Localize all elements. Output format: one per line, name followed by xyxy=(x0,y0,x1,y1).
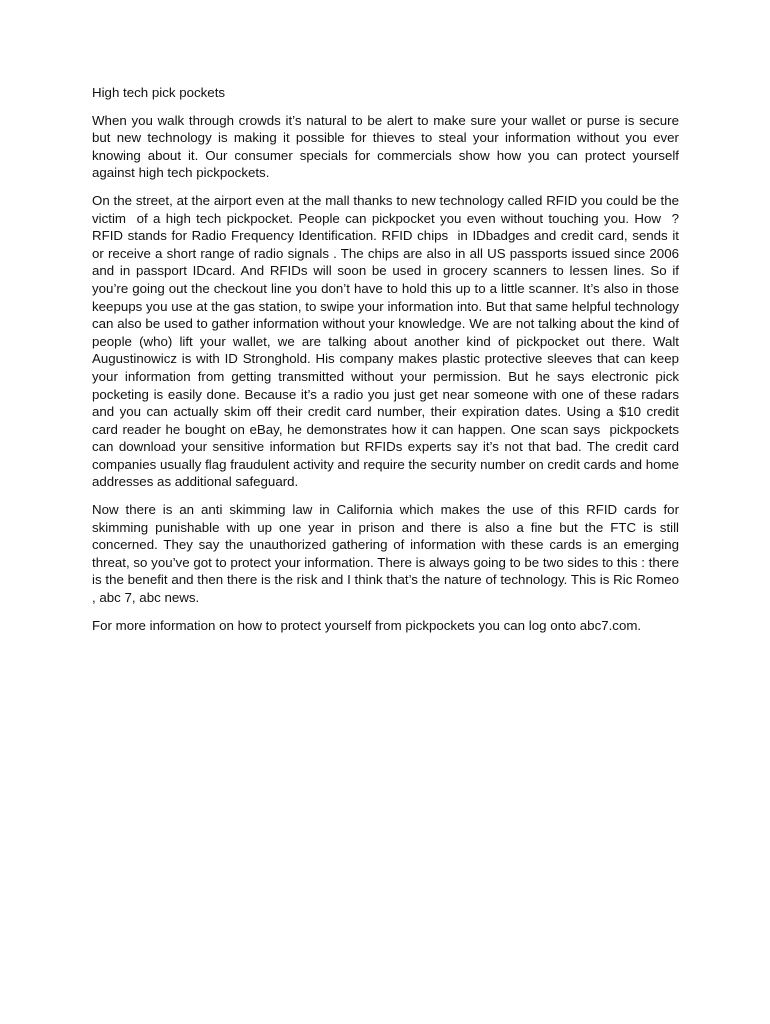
document-title: High tech pick pockets xyxy=(92,85,226,100)
paragraph-intro: When you walk through crowds it’s natural to be alert to make sure your wallet or purse is secure but new technology is making it possible for thieves to steal your information without you ever knowing about it. Our consumer specials for commercials show how you can protect yourself against high tech pickpockets. xyxy=(92,112,683,181)
paragraph-skimming-law: Now there is an anti skimming law in California which makes the use of this RFID cards for skimming punishable with up one year in prison and there is also a fine but the FTC is still concerned. They say the unauthorized gathering of information with these cards is an emerging threat, so you’ve got to protect your information. There is always going to be two sides to this : there is the benefit and then there is the risk and I think that’s the nature of technology. This is Ric Romeo , abc 7, abc news. xyxy=(92,502,683,606)
document-page xyxy=(92,84,683,644)
paragraph-rfid-explanation: On the street, at the airport even at the mall thanks to new technology called RFID you could be the victim of a high tech pickpocket. People can pickpocket you even without touching you. How ? RFID stands for Radio Frequency Identification. RFID chips in IDbadges and credit card, sends it or receive a short range of radio signals . The chips are also in all US passports issued since 2006 and in passport IDcard. And RFIDs will soon be used in grocery scanners to lessen lines. So if you’re going out the checkout line you don’t have to hold this up to a little scanner. It’s also in those keepups you use at the gas station, to swipe your information into. But that same helpful technology can also be used to gather information without your knowledge. We are not talking about the kind of people (who) lift your wallet, we are talking about another kind of pickpocket out there. Walt Augustinowicz is with ID Stronghold. His company makes plastic protective sleeves that can keep your information from getting transmitted without your permission. But he says electronic pick pocketing is easily done. Because it’s a radio you just get near someone with one of these radars and you can actually skim off their credit card number, their expiration dates. Using a $10 credit card reader he bought on eBay, he demonstrates how it can happen. One scan says pickpockets can download your sensitive information but RFIDs experts say it’s not that bad. The credit card companies usually flag fraudulent activity and require the security number on credit cards and home addresses as additional safeguard. xyxy=(92,192,683,490)
paragraph-more-information: For more information on how to protect yourself from pickpockets you can log onto abc7.com. xyxy=(92,617,642,633)
